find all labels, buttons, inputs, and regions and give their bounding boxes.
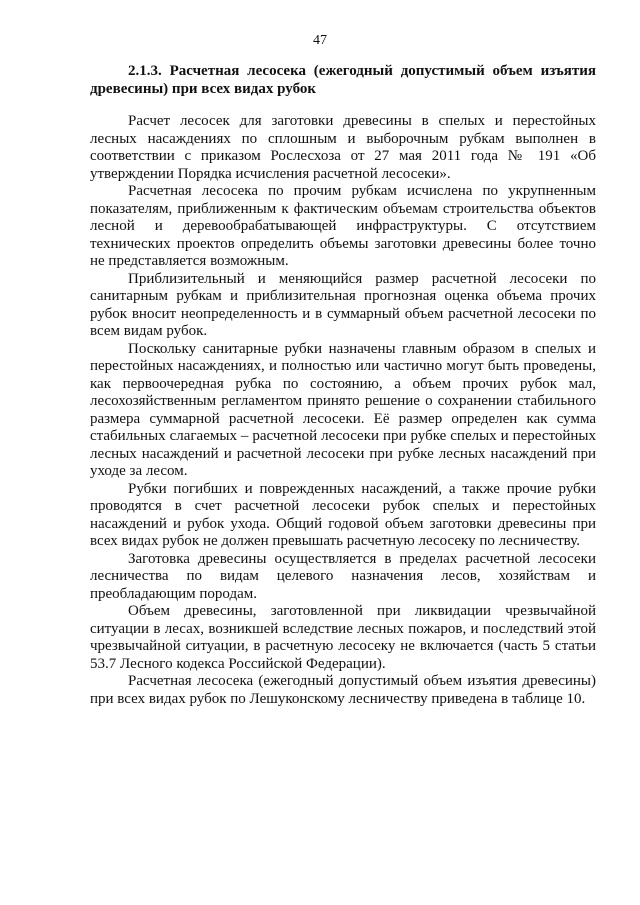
paragraph-damaged-stands: Рубки погибших и поврежденных насаждений, а также прочие рубки проводятся в счет расчетной лесосеки рубок спелых и перестойных насаждений и рубок ухода. Общий годовой объем заготовки древесины при всех видах рубок не должен превышать расчетную лесосеку по лесничеству. (90, 480, 596, 549)
paragraph-calculation-basis: Расчет лесосек для заготовки древесины в спелых и перестойных лесных насаждениях по сплошным и выборочным рубкам выполнен в соответствии с приказом Рослесхоза от 27 мая 2011 года № 191 «Об утверждении Порядка исчисления расчетной лесосеки». (90, 113, 596, 182)
paragraph-sanitary-cuttings: Поскольку санитарные рубки назначены главным образом в спелых и перестойных насаждениях, и полностью или частично могут быть проведены, как первоочередная рубка по состоянию, а объем прочих рубок мал, лесохозяйственным регламентом принято решение о сохранении стабильного размера суммарной расчетной лесосеки. Её размер определен как сумма стабильных слагаемых – расчетной лесосеки при рубке спелых и перестойных лесных насаждений и расчетной лесосеки при рубке лесных насаждений при уходе за лесом. (90, 340, 596, 479)
section-heading: 2.1.3. Расчетная лесосека (ежегодный допустимый объем изъятия древесины) при всех видах рубок (90, 63, 596, 97)
paragraph-other-cuttings: Расчетная лесосека по прочим рубкам исчислена по укрупненным показателям, приближенным к фактическим объемам строительства объектов лесной и деревообрабатывающей инфраструктуры. С отсутствием технических проектов определить объемы заготовки древесины более точно не представляется возможным. (90, 183, 596, 269)
page-number: 47 (313, 33, 327, 48)
paragraph-table-reference: Расчетная лесосека (ежегодный допустимый объем изъятия древесины) при всех видах рубок по Лешуконскому лесничеству приведена в таблице 10. (90, 673, 596, 707)
paragraph-emergency-exclusion: Объем древесины, заготовленной при ликвидации чрезвычайной ситуации в лесах, возникшей вследствие лесных пожаров, и последствий этой чрезвычайной ситуации, в расчетную лесосеку не включается (часть 5 статьи 53.7 Лесного кодекса Российской Федерации). (90, 603, 596, 672)
document-body (90, 63, 596, 708)
paragraph-uncertainty: Приблизительный и меняющийся размер расчетной лесосеки по санитарным рубкам и приблизительная прогнозная оценка объема прочих рубок вносит неопределенность и в суммарный объем расчетной лесосеки по всем видам рубок. (90, 270, 596, 339)
paragraph-harvest-limits: Заготовка древесины осуществляется в пределах расчетной лесосеки лесничества по видам целевого назначения лесов, хозяйствам и преобладающим породам. (90, 550, 596, 602)
